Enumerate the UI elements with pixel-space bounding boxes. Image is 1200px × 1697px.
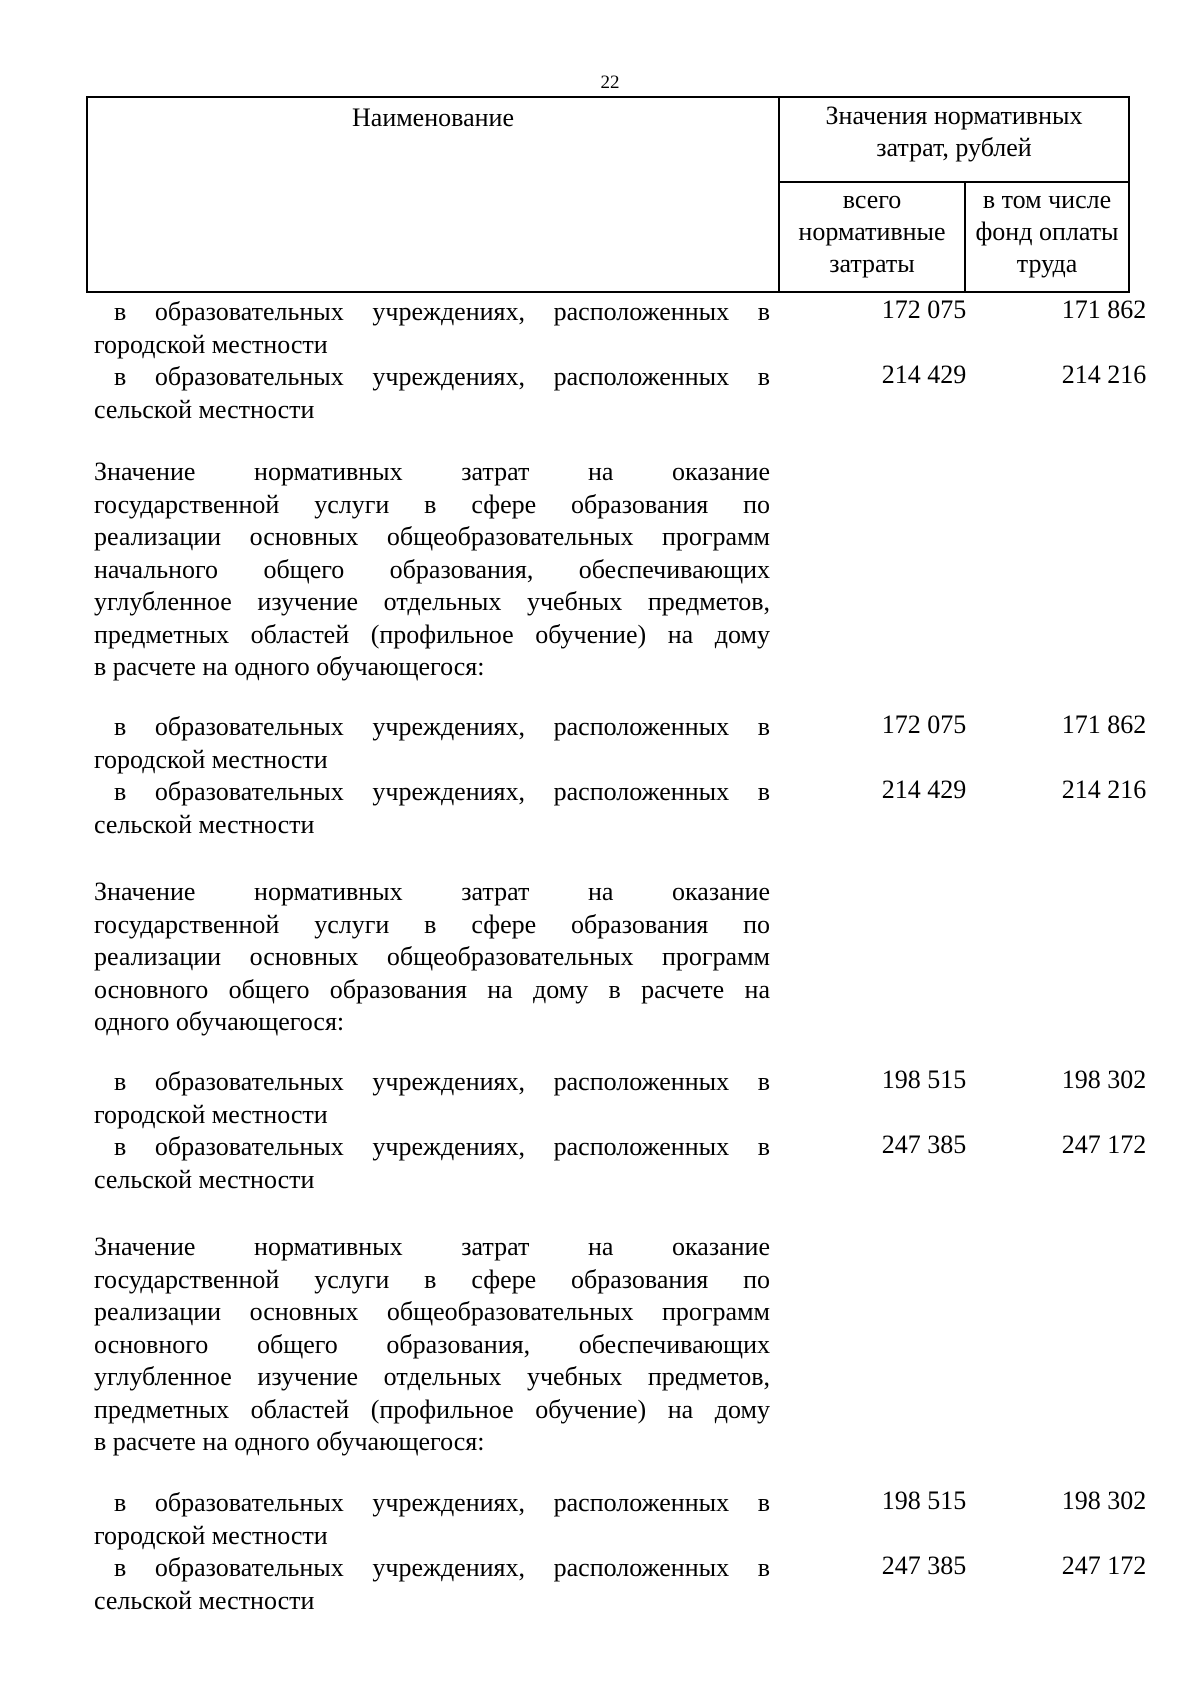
row-name: в образовательных учреждениях, расположенных в городской местности [94, 1488, 770, 1550]
column-header-total-line: нормативные [798, 217, 946, 246]
column-header-values-line: Значения нормативных [825, 101, 1083, 130]
section-line: предметных областей (профильное обучение) на дому [94, 619, 770, 649]
section-line: основного общего образования на дому в расчете на [94, 974, 770, 1004]
row-total: 247 385 [881, 1551, 967, 1580]
row-name: в образовательных учреждениях, расположенных в сельской местности [94, 777, 770, 839]
column-header-values [780, 100, 1128, 164]
column-header-total [780, 184, 964, 280]
row-name: в образовательных учреждениях, расположенных в городской местности [94, 712, 770, 774]
section-line: государственной услуги в сфере образования по [94, 909, 770, 939]
row-fund: 171 862 [1061, 710, 1147, 739]
section-line: углубленное изучение отдельных учебных предметов, [94, 587, 770, 616]
row-total: 247 385 [881, 1130, 967, 1159]
row-fund: 198 302 [1061, 1486, 1147, 1515]
section-line: основного общего образования, обеспечивающих [94, 1329, 770, 1359]
column-header-fund [966, 184, 1128, 280]
section-line: Значение нормативных затрат на оказание [94, 877, 770, 906]
row-fund: 247 172 [1061, 1130, 1147, 1159]
section-line: реализации основных общеобразовательных программ [94, 522, 770, 551]
row-total: 214 429 [881, 360, 967, 389]
section-heading [94, 1231, 770, 1459]
section-line: Значение нормативных затрат на оказание [94, 1232, 770, 1261]
row-fund: 198 302 [1061, 1065, 1147, 1094]
column-header-fund-line: в том числе [982, 185, 1112, 214]
row-total: 172 075 [881, 710, 967, 739]
section-line: реализации основных общеобразовательных программ [94, 942, 770, 971]
row-fund: 214 216 [1061, 360, 1147, 389]
section-line: углубленное изучение отдельных учебных предметов, [94, 1362, 770, 1391]
section-line: начального общего образования, обеспечивающих [94, 554, 770, 584]
section-line: реализации основных общеобразовательных программ [94, 1297, 770, 1326]
column-header-total-line: всего [842, 185, 902, 214]
row-total: 172 075 [881, 295, 967, 324]
row-fund: 214 216 [1061, 775, 1147, 804]
row-name: в образовательных учреждениях, расположенных в сельской местности [94, 1553, 770, 1615]
column-header-total-line: затраты [829, 249, 915, 278]
page-number: 22 [600, 72, 620, 93]
row-name: в образовательных учреждениях, расположенных в сельской местности [94, 362, 770, 424]
section-line: государственной услуги в сфере образования по [94, 489, 770, 519]
column-header-fund-line: фонд оплаты [975, 217, 1119, 246]
row-total: 214 429 [881, 775, 967, 804]
row-fund: 247 172 [1061, 1551, 1147, 1580]
row-name: в образовательных учреждениях, расположенных в городской местности [94, 297, 770, 359]
row-fund: 171 862 [1061, 295, 1147, 324]
row-total: 198 515 [881, 1065, 967, 1094]
section-line: государственной услуги в сфере образования по [94, 1264, 770, 1294]
section-line: в расчете на одного обучающегося: [94, 1427, 485, 1456]
section-line: одного обучающегося: [94, 1007, 345, 1036]
section-line: предметных областей (профильное обучение) на дому [94, 1394, 770, 1424]
column-header-name: Наименование [352, 103, 514, 132]
table-header [86, 96, 1130, 293]
row-name: в образовательных учреждениях, расположенных в сельской местности [94, 1132, 770, 1194]
section-line: в расчете на одного обучающегося: [94, 652, 485, 681]
section-heading [94, 456, 770, 684]
row-name: в образовательных учреждениях, расположенных в городской местности [94, 1067, 770, 1129]
section-heading [94, 876, 770, 1039]
section-line: Значение нормативных затрат на оказание [94, 457, 770, 486]
row-total: 198 515 [881, 1486, 967, 1515]
column-header-fund-line: труда [1016, 249, 1078, 278]
column-header-values-line: затрат, рублей [876, 133, 1032, 162]
header-divider [778, 181, 1128, 183]
